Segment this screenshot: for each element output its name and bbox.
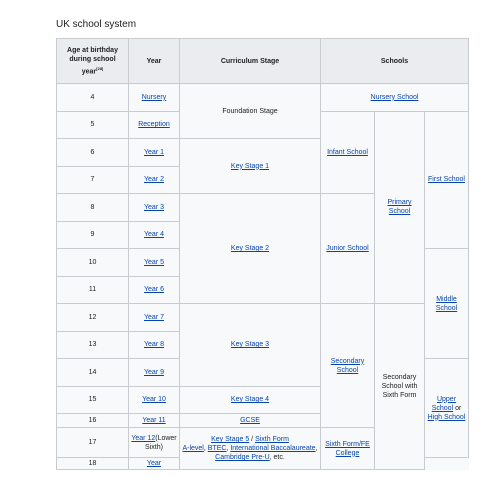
school-sixth-form-fe (321, 428, 375, 470)
year-cell (129, 166, 180, 194)
header-age: Age at birthday during school year[28] (57, 39, 129, 84)
stage-foundation: Foundation Stage (180, 84, 321, 139)
year-link-2[interactable]: Year 2 (144, 176, 164, 184)
age-cell: 18 (57, 458, 129, 470)
upper-school-link[interactable]: Upper School (431, 395, 457, 412)
age-cell: 8 (57, 194, 129, 222)
table-caption: UK school system (56, 19, 137, 30)
age-cell: 17 (57, 428, 129, 458)
header-schools: Schools (321, 39, 469, 84)
school-secondary (321, 304, 375, 428)
table-row (57, 84, 469, 112)
year-cell (129, 249, 180, 277)
year-link-reception[interactable]: Reception (138, 121, 170, 129)
header-curriculum-stage: Curriculum Stage (180, 39, 321, 84)
key-stage-5-link[interactable]: Key Stage 5 (211, 436, 250, 443)
year-link-10[interactable]: Year 10 (142, 396, 166, 404)
age-cell: 9 (57, 221, 129, 249)
sixth-form-fe-college-link[interactable]: Sixth Form/FE College (325, 440, 370, 457)
year-cell (129, 386, 180, 414)
age-cell: 16 (57, 414, 129, 428)
school-junior (321, 194, 375, 304)
stage-gcse (180, 414, 321, 428)
cambridge-pre-u-link[interactable]: Cambridge Pre-U (215, 454, 270, 461)
high-school-link[interactable]: High School (427, 413, 466, 421)
school-first (425, 111, 469, 249)
age-cell: 12 (57, 304, 129, 332)
middle-school-link[interactable]: Middle School (435, 295, 458, 312)
school-middle (425, 249, 469, 359)
header-year: Year (129, 39, 180, 84)
nursery-school-link[interactable]: Nursery School (370, 93, 419, 101)
key-stage-1-link[interactable]: Key Stage 1 (230, 162, 270, 170)
key-stage-2-link[interactable]: Key Stage 2 (230, 245, 270, 252)
year-link-nursery[interactable]: Nursery (141, 93, 167, 101)
sixth-form-link[interactable]: Sixth Form (255, 436, 289, 443)
junior-school-link[interactable]: Junior School (326, 245, 369, 252)
year-cell (129, 359, 180, 387)
age-cell: 15 (57, 386, 129, 414)
year-cell (129, 139, 180, 167)
year-link-4[interactable]: Year 4 (144, 231, 164, 239)
age-cell: 14 (57, 359, 129, 387)
year-cell (129, 414, 180, 428)
secondary-school-link[interactable]: Secondary School (330, 357, 365, 374)
year-link-11[interactable]: Year 11 (142, 417, 166, 424)
header-row (57, 39, 469, 84)
year-cell (129, 221, 180, 249)
age-cell: 7 (57, 166, 129, 194)
age-cell: 13 (57, 331, 129, 359)
age-cell: 11 (57, 276, 129, 304)
year-link-8[interactable]: Year 8 (144, 341, 164, 349)
year-link-7[interactable]: Year 7 (144, 313, 164, 321)
stage-ks3 (180, 304, 321, 387)
year-link-1[interactable]: Year 1 (144, 148, 164, 156)
stage-ks2 (180, 194, 321, 304)
school-upper-high: Upper School or High School (425, 359, 469, 458)
year-cell (129, 331, 180, 359)
a-level-link[interactable]: A-level (182, 445, 204, 452)
school-primary (375, 111, 425, 304)
first-school-link[interactable]: First School (428, 176, 465, 184)
year-cell (129, 304, 180, 332)
school-nursery (321, 84, 469, 112)
btec-link[interactable]: BTEC (207, 445, 227, 452)
stage-ks1 (180, 139, 321, 194)
key-stage-3-link[interactable]: Key Stage 3 (230, 341, 270, 349)
school-secondary-sixth: Secondary School with Sixth Form (375, 304, 425, 470)
year-link-13[interactable]: Year (146, 460, 162, 467)
stage-ks4 (180, 386, 321, 414)
year-link-3[interactable]: Year 3 (144, 203, 164, 211)
year-cell: Year 12(Lower Sixth) (129, 428, 180, 458)
age-cell: 10 (57, 249, 129, 277)
table-row (57, 304, 469, 332)
year-cell (129, 84, 180, 112)
uk-school-system-table (56, 38, 469, 470)
primary-school-link[interactable]: Primary School (387, 199, 412, 216)
year-cell (129, 111, 180, 139)
key-stage-4-link[interactable]: Key Stage 4 (230, 396, 270, 404)
age-cell: 5 (57, 111, 129, 139)
stage-ks5: Key Stage 5 / Sixth Form A-level, BTEC, International Baccalaureate, Cambridge Pre-U, etc. (180, 428, 321, 470)
age-reference[interactable]: [28] (96, 65, 104, 71)
age-cell: 4 (57, 84, 129, 112)
year-cell (129, 276, 180, 304)
year-link-5[interactable]: Year 5 (144, 258, 164, 266)
gcse-link[interactable]: GCSE (240, 417, 260, 424)
age-cell: 6 (57, 139, 129, 167)
year-link-12[interactable]: Year 12 (131, 434, 156, 442)
year-cell (129, 194, 180, 222)
year-link-6[interactable]: Year 6 (144, 286, 164, 294)
school-infant (321, 111, 375, 194)
year-link-9[interactable]: Year 9 (144, 368, 164, 376)
year-cell (129, 458, 180, 470)
infant-school-link[interactable]: Infant School (327, 148, 368, 156)
international-baccalaureate-link[interactable]: International Baccalaureate (230, 445, 316, 452)
